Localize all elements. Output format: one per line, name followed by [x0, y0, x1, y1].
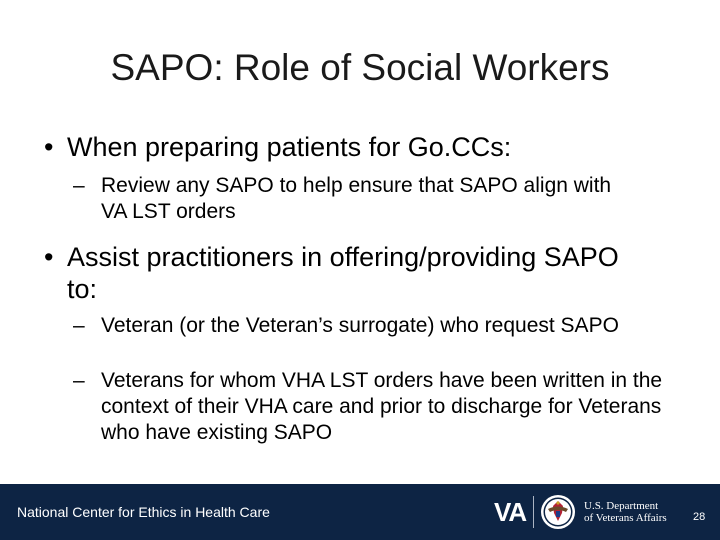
sub-bullet-item-1-1	[73, 173, 683, 225]
page-number: 28	[693, 511, 706, 523]
sub-bullet-item-2-2	[73, 368, 683, 446]
dash-marker: –	[73, 369, 85, 392]
bullet-marker: •	[44, 242, 54, 272]
va-seal-icon	[540, 494, 576, 530]
slide-title: SAPO: Role of Social Workers	[110, 47, 610, 88]
department-name-line2: of Veterans Affairs	[584, 512, 667, 524]
logo-divider	[533, 496, 534, 528]
bullet-text: When preparing patients for Go.CCs:	[67, 132, 512, 162]
sub-bullet-item-2-1	[73, 313, 683, 339]
va-logo: VA	[494, 497, 527, 527]
bullet-marker: •	[44, 132, 54, 162]
department-name-line1: U.S. Department	[584, 500, 659, 512]
sub-bullet-text: Veteran (or the Veteran’s surrogate) who request SAPO	[101, 314, 619, 337]
footer-center-name: National Center for Ethics in Health Care	[17, 504, 270, 520]
bullet-item-1	[44, 131, 664, 163]
footer-bar	[0, 484, 720, 540]
sub-bullet-text: Review any SAPO to help ensure that SAPO align with VA LST orders	[101, 174, 612, 223]
sub-bullet-text: Veterans for whom VHA LST orders have been written in the context of their VHA care and prior to discharge for Veterans who have existing SAPO	[101, 369, 663, 444]
bullet-text: Assist practitioners in offering/providing SAPO to:	[67, 242, 619, 304]
dash-marker: –	[73, 174, 85, 197]
bullet-item-2	[44, 241, 664, 305]
dash-marker: –	[73, 314, 85, 337]
